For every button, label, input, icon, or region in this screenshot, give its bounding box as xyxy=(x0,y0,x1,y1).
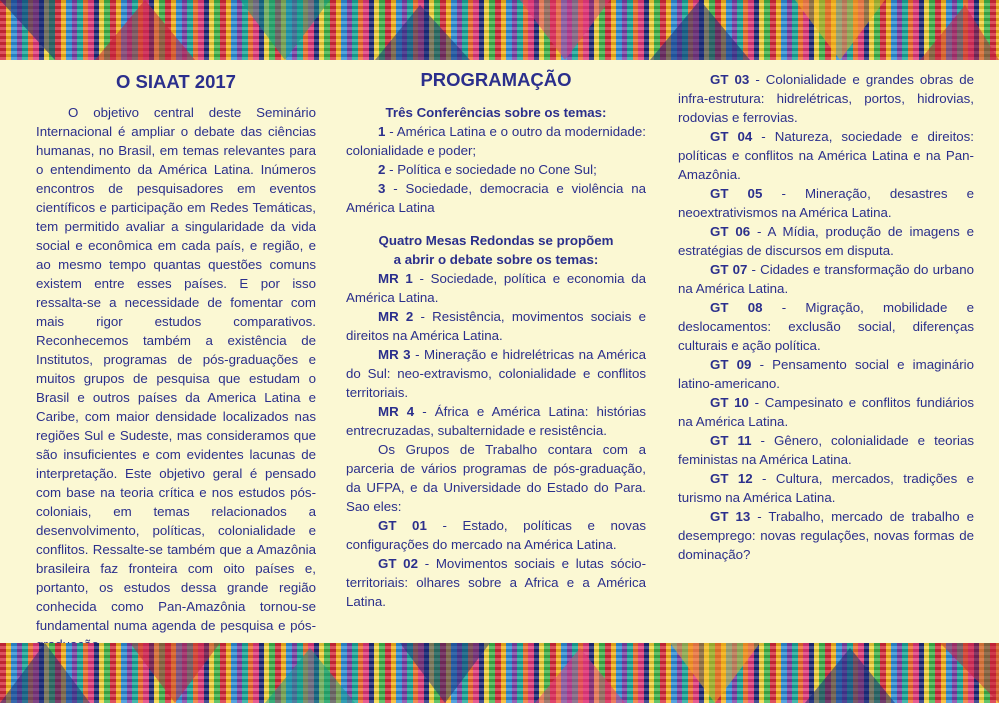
gt-item: GT 10 - Campesinato e conflitos fundiários na América Latina. xyxy=(678,395,975,429)
gt-item: GT 12 - Cultura, mercados, tradições e turismo na América Latina. xyxy=(678,471,975,505)
gt-item: GT 13 - Trabalho, mercado de trabalho e desemprego: novas regulações, novas formas de dominação? xyxy=(678,509,974,562)
gt-item: GT 01 - Estado, políticas e novas configurações do mercado na América Latina. xyxy=(346,518,646,552)
top-decorative-band xyxy=(0,0,999,60)
gt-item: GT 03 - Colonialidade e grandes obras de infra-estrutura: hidrelétricas, portos, hidrovias, rodovias e ferrovias. xyxy=(678,72,974,125)
top-triangle-pattern xyxy=(0,0,999,60)
gt-item: GT 11 - Gênero, colonialidade e teorias feministas na América Latina. xyxy=(678,433,974,467)
gt-intro: Os Grupos de Trabalho contara com a parceria de vários programas de pós-graduação, da UFPA, e da Universidade do Estado do Para. Sao eles: xyxy=(346,442,646,514)
conference-item: 1 - América Latina e o outro da modernidade: colonialidade e poder; xyxy=(346,124,646,158)
column-intro xyxy=(36,66,316,654)
mesas-heading-line1: Quatro Mesas Redondas se propõem xyxy=(378,233,614,248)
gt-item: GT 02 - Movimentos sociais e lutas sócio-territoriais: olhares sobre a Africa e a América Latina. xyxy=(346,556,646,609)
gt-item: GT 04 - Natureza, sociedade e direitos: políticas e conflitos na América Latina e na Pan-Amazônia. xyxy=(678,129,975,182)
column-gts xyxy=(678,70,974,564)
programacao-title: PROGRAMAÇÃO xyxy=(420,69,572,90)
column-programacao xyxy=(346,66,646,611)
conference-item: 2 - Política e sociedade no Cone Sul; xyxy=(378,162,597,177)
mesa-item: MR 4 - África e América Latina: histórias entrecruzadas, subalternidade e resistência. xyxy=(346,404,646,438)
conference-item: 3 - Sociedade, democracia e violência na América Latina xyxy=(346,181,646,215)
intro-body: O objetivo central deste Seminário Internacional é ampliar o debate das ciências humanas, no Brasil, em temas relevantes para o entendimento da América Latina. Inúmeros encontros de pesquisadores em eventos científicos e participação em Redes Temáticas, tem permitido avaliar a singularidade da vida social e econômica em cada país, e região, e ao mesmo tempo quantas questões comuns existem entre esses países. E por isso ressalta-se a necessidade de fomentar com mais rigor estudos comparativos. Reconhecemos também a existência de Institutos, programas de pós-graduações e muitos grupos de pesquisa que estudam o Brasil e outros países da America Latina e Caribe, com maior densidade localizados nas regiões Sul e Sudeste, mas consideramos que são insuficientes e com evidentes lacunas de interpretação. Este objetivo geral é pensado com base na teoria crítica e nos estudos pós-coloniais, em temas relacionados a desenvolvimento, políticas, colonialidade e conflitos. Ressalte-se também que a Amazônia brasileira faz fronteira com oito países e, portanto, os estudos dessa grande região conhecida como Pan-Amazônia tornou-se fundamental numa agenda de pesquisa e pós- xyxy=(36,105,316,633)
bottom-triangle-pattern xyxy=(0,643,999,703)
intro-title: O SIAAT 2017 xyxy=(116,71,236,92)
gt-item: GT 08 - Migração, mobilidade e deslocamentos: exclusão social, diferenças culturais e ação política. xyxy=(678,300,974,353)
mesa-item: MR 2 - Resistência, movimentos sociais e direitos na América Latina. xyxy=(346,309,646,343)
mesa-item: MR 1 - Sociedade, política e economia da América Latina. xyxy=(346,271,646,305)
gt-item: GT 09 - Pensamento social e imaginário latino-americano. xyxy=(678,357,975,391)
conferences-heading: Três Conferências sobre os temas: xyxy=(385,105,607,120)
bottom-decorative-band xyxy=(0,643,999,703)
gt-item: GT 06 - A Mídia, produção de imagens e estratégias de discursos em disputa. xyxy=(678,224,974,258)
mesa-item: MR 3 - Mineração e hidrelétricas na América do Sul: neo-extravismo, colonialidade e conflitos territoriais. xyxy=(346,347,646,400)
gt-item: GT 05 - Mineração, desastres e neoextrativismos na América Latina. xyxy=(678,186,974,220)
mesas-heading-line2: a abrir o debate sobre os temas: xyxy=(393,252,599,267)
gt-item: GT 07 - Cidades e transformação do urbano na América Latina. xyxy=(678,262,974,296)
